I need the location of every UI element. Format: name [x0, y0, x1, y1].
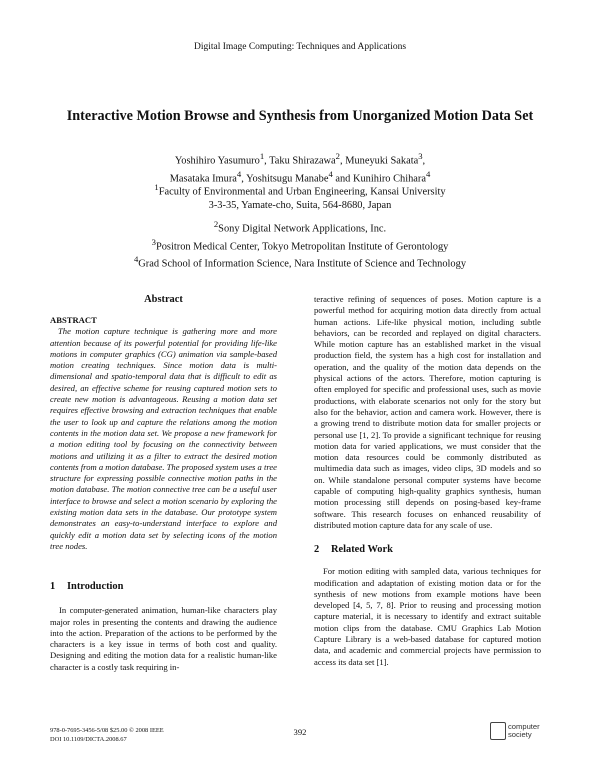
section-number: 1 — [50, 581, 56, 593]
introduction-paragraph-continued: teractive refining of sequences of poses. Motion capture is a powerful method for acquiring motion data directly from actual human actions. Life-like physical motion, including subtle behaviors, can be recorded and replayed on digital characters. While motion capture has an established market in the visual production field, the system has a high cost for installation and operation, and the quality of the motion data depends on the physical actions of the actors. Therefore, motion capturing is often employed for specific and professional uses, such as movie productions, with elaborate scenarios not only for the story but also for the behavior, action and camera work. However, there is a growing trend to distribute motion data for smaller projects or personal use [1, 2]. To provide a significant technique for reusing motion data for varied applications, we must consider that the motion data resources could be commonly distributed as multimedia data such as images, video clips, 3D models and so on. While standalone personal computer systems have become capable of computing high-quality graphics synthesis, human motion processing still depends on posing-based key-frame software. This research focuses on enhanced reusability of distributed motion capture data for any scale of use. — [314, 294, 541, 530]
left-column — [50, 294, 277, 673]
isbn-line: 978-0-7695-3456-5/08 $25.00 © 2008 IEEE — [50, 727, 164, 734]
affiliation-line: Grad School of Information Science, Nara Institute of Science and Technology — [138, 258, 467, 270]
author-sep: , — [241, 173, 247, 185]
abstract-heading: Abstract — [144, 294, 183, 305]
affiliation-line: Positron Medical Center, Tokyo Metropolitan Institute of Gerontology — [155, 241, 449, 253]
page-number: 392 — [293, 727, 307, 737]
author-affil-sup: 4 — [425, 168, 431, 179]
section-heading-introduction — [50, 580, 277, 593]
author-name: Masataka Imura — [169, 173, 237, 185]
author-sep: and — [332, 173, 353, 185]
section-number: 2 — [314, 544, 320, 556]
author-sep: , — [422, 155, 426, 167]
author-affil-sup: 3 — [418, 151, 423, 161]
related-work-paragraph: For motion editing with sampled data, various techniques for modification and adaptation of existing motion data or for the synthesis of new motions from example motions have been developed [4, 5, 7, 8]. Prior to reusing and processing motion capture material, it is necessary to identify and extract suitable motion clips from the database. CMU Graphics Lab Motion Capture Library is a web-based database for captured motion data, and academic and commercial projects have permission to access its data set [1]. — [314, 566, 541, 667]
logo-text-line: computer — [508, 722, 540, 731]
author-affil-sup: 2 — [335, 151, 340, 161]
computer-society-icon — [490, 722, 506, 740]
affiliation-sup: 3 — [151, 236, 156, 247]
section-title: Introduction — [67, 581, 124, 593]
author-name: Taku Shirazawa — [269, 155, 336, 167]
author-sep: , — [340, 155, 346, 167]
author-name: Kunihiro Chihara — [352, 173, 426, 185]
author-name: Muneyuki Sakata — [345, 155, 419, 167]
author-affil-sup: 4 — [328, 168, 333, 179]
affiliation-line: Faculty of Environmental and Urban Engineering, Kansai University — [158, 186, 446, 198]
introduction-paragraph: In computer-generated animation, human-like characters play major roles in presenting the contents and drawing the audience into the action. Preparation of the actions to be performed by the characters is a key issue in terms of both cost and quality. Designing and editing the motion data for a realistic human-like character is a costly task requiring in- — [50, 605, 277, 672]
affiliation-line: Sony Digital Network Applications, Inc. — [218, 223, 387, 235]
section-heading-related-work — [314, 543, 541, 556]
affiliation-line: 3-3-35, Yamate-cho, Suita, 564-8680, Japan — [208, 199, 392, 211]
paper-title: Interactive Motion Browse and Synthesis from Unorganized Motion Data Set — [66, 108, 534, 124]
author-affil-sup: 4 — [236, 168, 242, 179]
abstract-label: ABSTRACT — [50, 315, 97, 325]
affiliation-sup: 4 — [133, 254, 139, 265]
running-head: Digital Image Computing: Techniques and Applications — [193, 42, 407, 52]
affiliation-3 — [40, 236, 560, 254]
author-name: Yoshitsugu Manabe — [246, 173, 329, 185]
abstract-text: The motion capture technique is gathering more and more attention because of its powerful potential for providing life-like motions in computer graphics (CG) animation via sample-based motion creating techniques. Since motion data is multi-dimensional and spatio-temporal data that is difficult to edit as desired, an effective scheme for reusing captured motion sets to create new motion is advantageous. Reusing a motion data set requires effective browsing and extraction techniques that enable the user to look up and capture the relations among the motion contents in the motion data set. We propose a new framework for a motion editing tool by focusing on the connectivity between motions and utilizing it as a filter to extract the desired motion contents from a motion database. The proposed system uses a tree structure for expressing possible connective motion paths in the motion database. The motion connective tree can be a useful user interface to browse and select a motion scenario by exploring the existing motion data sets in the database. Our prototype system demonstrates an easy-to-understand interface to explore and quickly edit a motion data set by selecting icons of the motion tree nodes. — [50, 326, 277, 551]
affiliation-1 — [40, 181, 560, 212]
author-line-1 — [40, 150, 560, 168]
affiliation-2 — [40, 218, 560, 236]
logo-text-line: society — [508, 730, 532, 740]
author-affil-sup: 1 — [259, 151, 265, 161]
author-name: Yoshihiro Yasumuro — [174, 155, 260, 167]
section-title: Related Work — [331, 544, 393, 556]
author-sep: , — [264, 155, 270, 167]
affiliation-sup: 2 — [213, 218, 219, 229]
affiliation-sup: 1 — [154, 182, 159, 192]
affiliations — [40, 181, 560, 271]
computer-society-logo — [490, 720, 560, 746]
doi-line: DOI 10.1109/DICTA.2008.67 — [50, 735, 127, 743]
affiliation-4 — [40, 253, 560, 271]
right-column — [314, 294, 541, 668]
